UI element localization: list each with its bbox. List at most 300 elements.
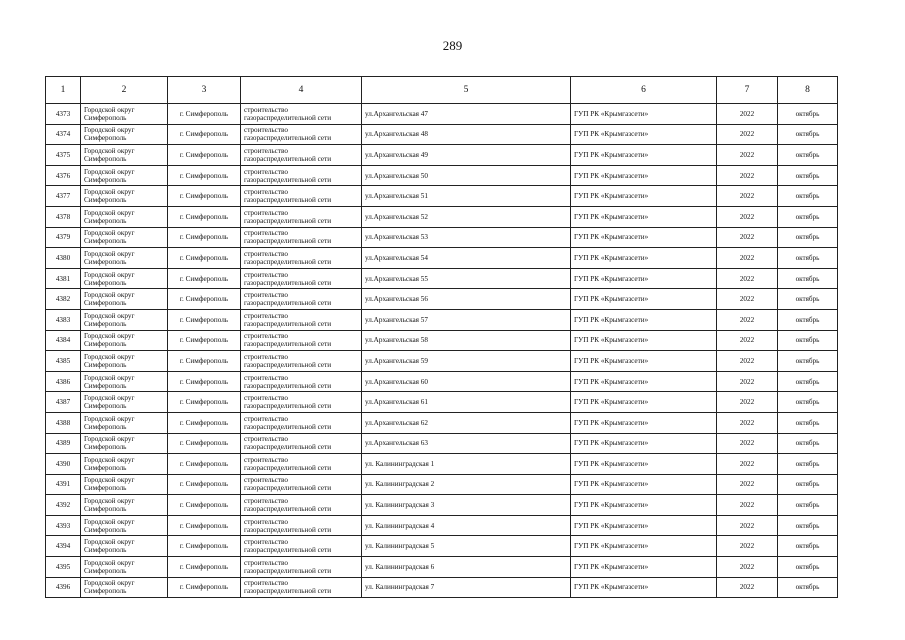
cell-work-type-text: строительство	[244, 105, 288, 114]
cell-city-text: г. Симферополь	[179, 377, 229, 386]
cell-district-text: Симферополь	[84, 566, 127, 575]
cell-work-type	[241, 145, 362, 166]
cell-address-text: ул.Архангельская 59	[365, 356, 428, 365]
table-row	[46, 104, 838, 125]
cell-city	[168, 248, 241, 269]
cell-district-text: Симферополь	[84, 216, 127, 225]
cell-year-text: 2022	[739, 253, 755, 262]
cell-work-type	[241, 392, 362, 413]
cell-district	[81, 206, 168, 227]
cell-organization-text: ГУП РК «Крымгазсети»	[574, 212, 649, 221]
cell-month-text: октябрь	[795, 274, 820, 283]
cell-city	[168, 268, 241, 289]
table-row	[46, 289, 838, 310]
cell-city	[168, 412, 241, 433]
cell-number	[46, 145, 81, 166]
cell-district	[81, 268, 168, 289]
cell-district-text: Симферополь	[84, 196, 127, 205]
cell-work-type-text: строительство	[244, 497, 288, 506]
cell-month-text: октябрь	[795, 439, 820, 448]
cell-city-text: г. Симферополь	[179, 459, 229, 468]
cell-month	[778, 351, 838, 372]
cell-number	[46, 371, 81, 392]
cell-month	[778, 186, 838, 207]
cell-work-type	[241, 474, 362, 495]
cell-month	[778, 495, 838, 516]
cell-number	[46, 186, 81, 207]
cell-address-text: ул.Архангельская 53	[365, 233, 428, 242]
cell-district-text: Городской округ	[84, 579, 135, 588]
cell-address	[362, 495, 571, 516]
cell-organization-text: ГУП РК «Крымгазсети»	[574, 562, 649, 571]
cell-work-type-text: строительство	[244, 517, 288, 526]
col-header-7: 7	[717, 77, 778, 104]
table-row	[46, 268, 838, 289]
cell-address	[362, 557, 571, 578]
table-row	[46, 330, 838, 351]
cell-address	[362, 206, 571, 227]
table-row	[46, 248, 838, 269]
cell-city	[168, 124, 241, 145]
cell-district	[81, 495, 168, 516]
cell-district-text: Симферополь	[84, 546, 127, 555]
cell-organization-text: ГУП РК «Крымгазсети»	[574, 501, 649, 510]
col-header-6: 6	[571, 77, 717, 104]
cell-address-text: ул.Архангельская 62	[365, 418, 428, 427]
cell-month-text: октябрь	[795, 583, 820, 592]
cell-month-text: октябрь	[795, 130, 820, 139]
cell-number-text: 4392	[55, 501, 71, 510]
cell-work-type-text: строительство	[244, 538, 288, 547]
cell-year	[717, 206, 778, 227]
cell-work-type	[241, 454, 362, 475]
cell-month	[778, 289, 838, 310]
cell-year	[717, 536, 778, 557]
cell-district-text: Городской округ	[84, 249, 135, 258]
cell-number-text: 4376	[55, 171, 71, 180]
cell-number-text: 4381	[55, 274, 71, 283]
cell-number	[46, 433, 81, 454]
cell-year	[717, 392, 778, 413]
cell-month-text: октябрь	[795, 315, 820, 324]
cell-work-type-text: газораспределительной сети	[244, 443, 332, 452]
cell-number-text: 4391	[55, 480, 71, 489]
cell-month	[778, 124, 838, 145]
cell-city	[168, 186, 241, 207]
cell-month-text: октябрь	[795, 542, 820, 551]
cell-number	[46, 557, 81, 578]
cell-year	[717, 371, 778, 392]
cell-work-type	[241, 577, 362, 598]
col-header-4: 4	[241, 77, 362, 104]
cell-district-text: Симферополь	[84, 237, 127, 246]
cell-number	[46, 577, 81, 598]
cell-organization-text: ГУП РК «Крымгазсети»	[574, 480, 649, 489]
cell-organization-text: ГУП РК «Крымгазсети»	[574, 295, 649, 304]
cell-organization	[571, 330, 717, 351]
cell-month-text: октябрь	[795, 480, 820, 489]
cell-month	[778, 577, 838, 598]
cell-district-text: Симферополь	[84, 422, 127, 431]
cell-number	[46, 104, 81, 125]
cell-number	[46, 454, 81, 475]
cell-year-text: 2022	[739, 521, 755, 530]
cell-month-text: октябрь	[795, 212, 820, 221]
cell-year-text: 2022	[739, 480, 755, 489]
cell-city	[168, 474, 241, 495]
cell-year-text: 2022	[739, 377, 755, 386]
cell-district	[81, 412, 168, 433]
cell-organization	[571, 557, 717, 578]
cell-work-type-text: строительство	[244, 311, 288, 320]
cell-year	[717, 412, 778, 433]
cell-work-type-text: газораспределительной сети	[244, 154, 332, 163]
cell-city-text: г. Симферополь	[179, 398, 229, 407]
cell-city-text: г. Симферополь	[179, 439, 229, 448]
cell-district	[81, 186, 168, 207]
cell-address-text: ул.Архангельская 47	[365, 109, 428, 118]
cell-month	[778, 165, 838, 186]
cell-month-text: октябрь	[795, 192, 820, 201]
cell-month	[778, 474, 838, 495]
cell-address	[362, 165, 571, 186]
cell-year-text: 2022	[739, 583, 755, 592]
cell-work-type-text: газораспределительной сети	[244, 422, 332, 431]
cell-organization	[571, 104, 717, 125]
cell-work-type-text: строительство	[244, 188, 288, 197]
cell-district-text: Симферополь	[84, 463, 127, 472]
cell-organization-text: ГУП РК «Крымгазсети»	[574, 583, 649, 592]
cell-month-text: октябрь	[795, 253, 820, 262]
table-row	[46, 124, 838, 145]
cell-district	[81, 536, 168, 557]
cell-month-text: октябрь	[795, 171, 820, 180]
cell-district-text: Городской округ	[84, 558, 135, 567]
cell-district-text: Городской округ	[84, 352, 135, 361]
table-row	[46, 557, 838, 578]
cell-month-text: октябрь	[795, 233, 820, 242]
cell-year-text: 2022	[739, 212, 755, 221]
cell-district	[81, 515, 168, 536]
table-row	[46, 351, 838, 372]
cell-work-type-text: строительство	[244, 332, 288, 341]
cell-number-text: 4378	[55, 212, 71, 221]
cell-district	[81, 371, 168, 392]
cell-month	[778, 206, 838, 227]
table-row	[46, 165, 838, 186]
cell-address	[362, 248, 571, 269]
table-row	[46, 145, 838, 166]
cell-year-text: 2022	[739, 171, 755, 180]
cell-work-type	[241, 351, 362, 372]
cell-organization-text: ГУП РК «Крымгазсети»	[574, 109, 649, 118]
cell-organization-text: ГУП РК «Крымгазсети»	[574, 274, 649, 283]
cell-district-text: Симферополь	[84, 505, 127, 514]
cell-address-text: ул. Калининградская 7	[365, 583, 435, 592]
cell-year	[717, 495, 778, 516]
cell-year-text: 2022	[739, 562, 755, 571]
cell-year-text: 2022	[739, 356, 755, 365]
cell-year	[717, 227, 778, 248]
cell-work-type-text: строительство	[244, 476, 288, 485]
cell-number	[46, 268, 81, 289]
cell-district-text: Городской округ	[84, 105, 135, 114]
cell-work-type	[241, 227, 362, 248]
cell-organization-text: ГУП РК «Крымгазсети»	[574, 253, 649, 262]
cell-organization-text: ГУП РК «Крымгазсети»	[574, 459, 649, 468]
cell-district-text: Симферополь	[84, 175, 127, 184]
cell-city-text: г. Симферополь	[179, 480, 229, 489]
cell-address	[362, 104, 571, 125]
cell-number-text: 4377	[55, 192, 71, 201]
cell-address	[362, 351, 571, 372]
cell-work-type-text: строительство	[244, 208, 288, 217]
page-number: 289	[442, 38, 463, 53]
cell-number-text: 4374	[55, 130, 71, 139]
cell-work-type-text: строительство	[244, 435, 288, 444]
cell-work-type-text: строительство	[244, 455, 288, 464]
cell-city-text: г. Симферополь	[179, 542, 229, 551]
cell-month	[778, 145, 838, 166]
cell-address	[362, 309, 571, 330]
cell-number-text: 4379	[55, 233, 71, 242]
cell-organization-text: ГУП РК «Крымгазсети»	[574, 336, 649, 345]
table-row	[46, 536, 838, 557]
cell-work-type	[241, 309, 362, 330]
cell-address	[362, 454, 571, 475]
cell-work-type-text: строительство	[244, 579, 288, 588]
cell-address	[362, 371, 571, 392]
cell-month	[778, 392, 838, 413]
cell-month	[778, 227, 838, 248]
header-row	[46, 77, 838, 104]
cell-city-text: г. Симферополь	[179, 501, 229, 510]
cell-work-type-text: газораспределительной сети	[244, 566, 332, 575]
cell-district-text: Городской округ	[84, 476, 135, 485]
cell-address-text: ул. Калининградская 5	[365, 542, 435, 551]
table-row	[46, 186, 838, 207]
cell-district-text: Симферополь	[84, 484, 127, 493]
table-row	[46, 371, 838, 392]
cell-month-text: октябрь	[795, 295, 820, 304]
cell-month	[778, 371, 838, 392]
cell-address-text: ул.Архангельская 50	[365, 171, 428, 180]
cell-organization	[571, 371, 717, 392]
cell-work-type	[241, 495, 362, 516]
cell-district-text: Симферополь	[84, 154, 127, 163]
cell-work-type-text: газораспределительной сети	[244, 196, 332, 205]
cell-year-text: 2022	[739, 398, 755, 407]
cell-year	[717, 454, 778, 475]
cell-number-text: 4373	[55, 109, 71, 118]
cell-organization	[571, 515, 717, 536]
cell-district-text: Городской округ	[84, 167, 135, 176]
table-row	[46, 309, 838, 330]
cell-address-text: ул.Архангельская 55	[365, 274, 428, 283]
cell-city	[168, 289, 241, 310]
cell-district-text: Городской округ	[84, 208, 135, 217]
cell-work-type-text: газораспределительной сети	[244, 360, 332, 369]
col-header-3: 3	[168, 77, 241, 104]
cell-city-text: г. Симферополь	[179, 109, 229, 118]
cell-month	[778, 557, 838, 578]
col-header-1: 1	[46, 77, 81, 104]
cell-address-text: ул.Архангельская 48	[365, 130, 428, 139]
cell-city	[168, 165, 241, 186]
table-row	[46, 454, 838, 475]
cell-organization-text: ГУП РК «Крымгазсети»	[574, 521, 649, 530]
cell-district-text: Симферополь	[84, 525, 127, 534]
cell-address	[362, 227, 571, 248]
cell-city-text: г. Симферополь	[179, 253, 229, 262]
cell-year-text: 2022	[739, 295, 755, 304]
cell-city	[168, 577, 241, 598]
cell-city	[168, 309, 241, 330]
cell-organization	[571, 268, 717, 289]
cell-organization	[571, 206, 717, 227]
cell-month	[778, 248, 838, 269]
cell-work-type-text: строительство	[244, 394, 288, 403]
cell-address-text: ул.Архангельская 57	[365, 315, 428, 324]
cell-year	[717, 557, 778, 578]
cell-district-text: Симферополь	[84, 134, 127, 143]
cell-district-text: Симферополь	[84, 278, 127, 287]
cell-organization-text: ГУП РК «Крымгазсети»	[574, 377, 649, 386]
cell-district	[81, 124, 168, 145]
cell-number	[46, 165, 81, 186]
cell-address	[362, 474, 571, 495]
cell-month-text: октябрь	[795, 336, 820, 345]
cell-city	[168, 495, 241, 516]
cell-month-text: октябрь	[795, 418, 820, 427]
cell-work-type-text: газораспределительной сети	[244, 175, 332, 184]
cell-work-type-text: газораспределительной сети	[244, 587, 332, 596]
cell-work-type	[241, 268, 362, 289]
cell-district-text: Городской округ	[84, 229, 135, 238]
cell-organization	[571, 309, 717, 330]
cell-year-text: 2022	[739, 439, 755, 448]
cell-city	[168, 206, 241, 227]
cell-organization	[571, 577, 717, 598]
cell-address-text: ул. Калининградская 1	[365, 459, 435, 468]
cell-year-text: 2022	[739, 315, 755, 324]
cell-address-text: ул.Архангельская 60	[365, 377, 428, 386]
cell-month-text: октябрь	[795, 501, 820, 510]
cell-year	[717, 474, 778, 495]
cell-work-type-text: строительство	[244, 249, 288, 258]
cell-district	[81, 474, 168, 495]
cell-work-type-text: газораспределительной сети	[244, 525, 332, 534]
cell-number	[46, 474, 81, 495]
cell-work-type-text: строительство	[244, 126, 288, 135]
cell-number-text: 4375	[55, 150, 71, 159]
cell-district	[81, 433, 168, 454]
cell-month	[778, 330, 838, 351]
cell-address-text: ул.Архангельская 49	[365, 150, 428, 159]
cell-year	[717, 145, 778, 166]
cell-number-text: 4383	[55, 315, 71, 324]
cell-city-text: г. Симферополь	[179, 192, 229, 201]
cell-district-text: Симферополь	[84, 257, 127, 266]
cell-number	[46, 289, 81, 310]
cell-organization-text: ГУП РК «Крымгазсети»	[574, 130, 649, 139]
cell-work-type	[241, 371, 362, 392]
cell-city	[168, 351, 241, 372]
cell-district-text: Симферополь	[84, 299, 127, 308]
cell-district-text: Симферополь	[84, 340, 127, 349]
cell-work-type-text: строительство	[244, 167, 288, 176]
cell-district-text: Городской округ	[84, 332, 135, 341]
cell-address-text: ул. Калининградская 2	[365, 480, 435, 489]
cell-district-text: Городской округ	[84, 373, 135, 382]
cell-organization-text: ГУП РК «Крымгазсети»	[574, 192, 649, 201]
cell-year	[717, 289, 778, 310]
cell-work-type-text: газораспределительной сети	[244, 340, 332, 349]
cell-month	[778, 454, 838, 475]
table-row	[46, 227, 838, 248]
cell-work-type-text: строительство	[244, 229, 288, 238]
cell-number	[46, 412, 81, 433]
cell-district-text: Симферополь	[84, 113, 127, 122]
cell-district	[81, 577, 168, 598]
cell-work-type-text: газораспределительной сети	[244, 257, 332, 266]
cell-address	[362, 577, 571, 598]
cell-work-type	[241, 433, 362, 454]
cell-year	[717, 124, 778, 145]
cell-year	[717, 104, 778, 125]
cell-work-type-text: газораспределительной сети	[244, 134, 332, 143]
cell-year-text: 2022	[739, 192, 755, 201]
cell-work-type-text: строительство	[244, 414, 288, 423]
cell-year-text: 2022	[739, 501, 755, 510]
cell-address	[362, 330, 571, 351]
cell-city-text: г. Симферополь	[179, 150, 229, 159]
cell-work-type-text: строительство	[244, 558, 288, 567]
cell-address	[362, 186, 571, 207]
cell-address	[362, 412, 571, 433]
col-header-2: 2	[81, 77, 168, 104]
cell-month-text: октябрь	[795, 459, 820, 468]
cell-city-text: г. Симферополь	[179, 562, 229, 571]
cell-organization-text: ГУП РК «Крымгазсети»	[574, 171, 649, 180]
cell-address	[362, 145, 571, 166]
cell-organization	[571, 433, 717, 454]
cell-city-text: г. Симферополь	[179, 583, 229, 592]
cell-work-type	[241, 557, 362, 578]
table-row	[46, 515, 838, 536]
cell-work-type-text: газораспределительной сети	[244, 463, 332, 472]
cell-number	[46, 351, 81, 372]
cell-work-type	[241, 412, 362, 433]
cell-number	[46, 206, 81, 227]
cell-district-text: Симферополь	[84, 443, 127, 452]
cell-number-text: 4387	[55, 398, 71, 407]
cell-work-type-text: газораспределительной сети	[244, 216, 332, 225]
cell-month-text: октябрь	[795, 150, 820, 159]
cell-work-type	[241, 124, 362, 145]
cell-district-text: Городской округ	[84, 291, 135, 300]
cell-city	[168, 454, 241, 475]
cell-month	[778, 536, 838, 557]
cell-number	[46, 124, 81, 145]
table-row	[46, 206, 838, 227]
cell-district-text: Симферополь	[84, 319, 127, 328]
cell-city-text: г. Симферополь	[179, 521, 229, 530]
table-row	[46, 433, 838, 454]
cell-work-type	[241, 165, 362, 186]
cell-year-text: 2022	[739, 109, 755, 118]
cell-work-type-text: строительство	[244, 291, 288, 300]
